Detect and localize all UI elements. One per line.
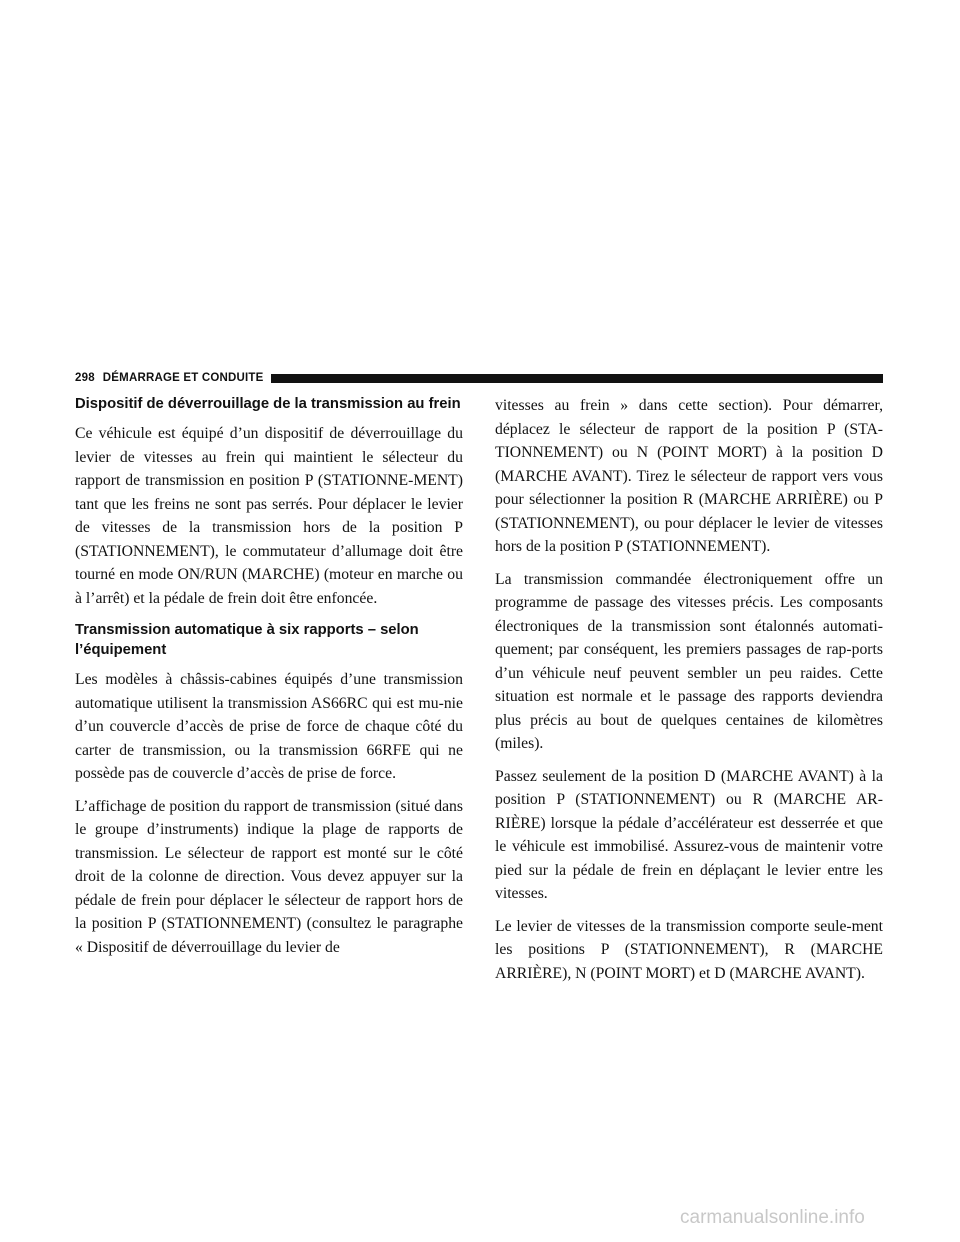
paragraph-electronic-control: La transmission commandée électroniquement offre un programme de passage des vitesses précis. Les composants électroniques de la transmission sont étalonnés automati-quement; par conséquent, les premiers passages de rap-ports d’un véhicule neuf peuvent sembler un peu raides. Cette situation est normale et le passage des rapports deviendra plus précis au bout de quelques centaines de kilomètres (miles). (495, 570, 883, 752)
left-column (75, 394, 463, 968)
paragraph-lever-positions: Le levier de vitesses de la transmission comporte seule-ment les positions P (STATIONNEMENT), R (MARCHE ARRIÈRE), N (POINT MORT) et D (MARCHE AVANT). (495, 917, 883, 982)
page-number: 298 (75, 372, 95, 384)
right-column (495, 394, 883, 994)
heading-brake-shift-interlock: Dispositif de déverrouillage de la transmission au frein (75, 396, 461, 412)
section-title: DÉMARRAGE ET CONDUITE (102, 372, 264, 384)
heading-six-speed-transmission: Transmission automatique à six rapports – selon l’équipement (75, 622, 419, 658)
watermark: carmanualsonline.info (680, 1207, 865, 1228)
paragraph-interlock: Ce véhicule est équipé d’un dispositif de déverrouillage du levier de vitesses au frein qui maintient le sélecteur du rapport de transmission en position P (STATIONNE-MENT) tant que les freins ne sont pas serrés. Pour déplacer le levier de vitesses de la transmission hors de la position P (STATIONNEMENT), le commutateur d’allumage doit être tourné en mode ON/RUN (MARCHE) (moteur en marche ou à l’arrêt) et la pédale de frein doit être enfoncée. (75, 425, 463, 607)
paragraph-gear-display: L’affichage de position du rapport de transmission (situé dans le groupe d’instruments) indique la plage de rapports de transmission. Le sélecteur de rapport est monté sur le côté droit de la colonne de direction. Vous devez appuyer sur la pédale de frein pour déplacer le sélecteur de rapport hors de la position P (STATIONNEMENT) (consultez le paragraphe « Dispositif de déverrouillage du levier de (75, 797, 463, 956)
page-header (75, 370, 883, 386)
paragraph-starting: vitesses au frein » dans cette section). Pour démarrer, déplacez le sélecteur de rapport de la position P (STA-TIONNEMENT) ou N (POINT MORT) à la position D (MARCHE AVANT). Tirez le sélecteur de rapport vers vous pour sélectionner la position R (MARCHE ARRIÈRE) ou P (STATIONNEMENT), ou pour déplacer le levier de vitesses hors de la position P (STATIONNEMENT). (495, 397, 883, 555)
paragraph-chassis-cab: Les modèles à châssis-cabines équipés d’une transmission automatique utilisent la transmission AS66RC qui est mu-nie d’un couvercle d’accès de prise de force de chaque côté du carter de transmission, ou la transmission 66RFE qui ne possède pas de couvercle d’accès de prise de force. (75, 671, 463, 782)
paragraph-shift-procedure: Passez seulement de la position D (MARCHE AVANT) à la position P (STATIONNEMENT) ou R (MARCHE AR-RIÈRE) lorsque la pédale d’accélérateur est desserrée et que le véhicule est immobilisé. Assurez-vous de maintenir votre pied sur la pédale de frein en déplaçant le levier entre les vitesses. (495, 767, 883, 902)
header-rule (271, 374, 883, 383)
